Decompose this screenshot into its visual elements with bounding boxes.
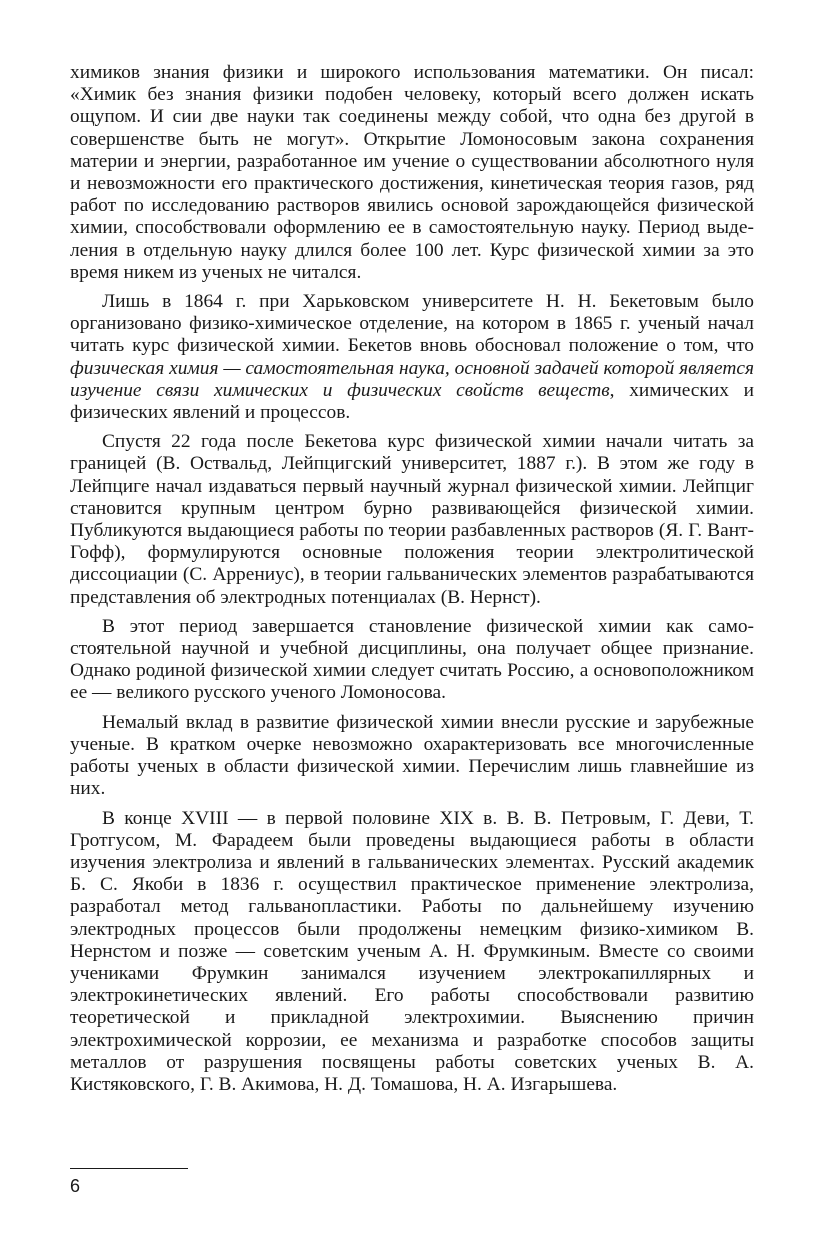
paragraph-2-italic-definition: физическая химия — самостоятельная наука, основной задачей которой является изучение связи химических и физических свойств веществ bbox=[70, 357, 754, 401]
paragraph-5: Немалый вклад в развитие физической химии внесли русские и зарубежные ученые. В кратком очерке невозможно охарактеризовать все многочисленные работы ученых в области физической химии. Перечислим лишь главнейшие из них. bbox=[70, 711, 754, 800]
paragraph-4: В этот период завершается становление физической химии как самостоятельной научной и учебной дисциплины, она получает общее признание. Однако родиной физической химии следует считать Россию, а основоположником ее — великого русского ученого Ломоносова. bbox=[70, 615, 754, 704]
paragraph-2-start: Лишь в 1864 г. при Харьковском университете Н. Н. Бекетовым было организовано физико-химическое отделение, на котором в 1865 г. ученый начал читать курс физической химии. Бекетов вновь обосновал положение о том, что bbox=[70, 291, 754, 357]
paragraph-2-end: , химических и физических явлений и процессов. bbox=[70, 379, 754, 424]
footnote-rule bbox=[70, 1168, 188, 1169]
page-number: 6 bbox=[70, 1176, 81, 1196]
paragraph-2 bbox=[70, 291, 754, 424]
paragraph-3: Спустя 22 года после Бекетова курс физической химии начали читать за границей (В. Оствальд, Лейпцигский университет, 1887 г.). В этом же году в Лейпциге начал издаваться первый научный журнал физической химии. Лейпциг становится крупным центром бурно развивающейся физической химии. Публикуются выдающиеся работы по теории разбавленных растворов (Я. Г. Вант-Гофф), формулируются основные положения теории электролитической диссоциации (С. Аррениус), в теории гальванических элементов разрабатываются представления об электродных потенциалах (В. Нернст). bbox=[70, 431, 754, 608]
paragraph-1: химиков знания физики и широкого использования математики. Он писал: «Химик без знания физики подобен человеку, который всего должен искать ощупом. И сии две науки так соединены между собой, что одна без другой в совершенстве быть не могут». Открытие Ломоносовым закона сохранения материи и энергии, разработанное им учение о существовании абсолютного нуля и невозможности его практического достижения, кинетическая теория газов, ряд работ по исследованию растворов явились основой зарождающейся физической химии, способствовали оформлению ее в самостоятельную науку. Период выделения в отдельную науку длился более 100 лет. Курс физической химии за это время никем из ученых не читался. bbox=[70, 62, 754, 283]
page-body bbox=[70, 62, 754, 1103]
paragraph-6: В конце XVIII — в первой половине XIX в. В. В. Петровым, Г. Деви, Т. Гротгусом, М. Фарадеем были проведены выдающиеся работы в области изучения электролиза и явлений в гальванических элементах. Русский академик Б. С. Якоби в 1836 г. осуществил практическое применение электролиза, разработал метод гальванопластики. Работы по дальнейшему изучению электродных процессов были продолжены немецким физико-химиком В. Нернстом и позже — советским ученым А. Н. Фрумкиным. Вместе со своими учениками Фрумкин занимался изучением электрокапиллярных и электрокинетических явлений. Его работы способствовали развитию теоретической и прикладной электрохимии. Выяснению причин электрохимической коррозии, ее механизма и разработке способов защиты металлов от разрушения посвящены работы советских ученых В. А. Кистяковского, Г. В. Акимова, Н. Д. Томашова, Н. А. Изгарышева. bbox=[70, 807, 754, 1095]
